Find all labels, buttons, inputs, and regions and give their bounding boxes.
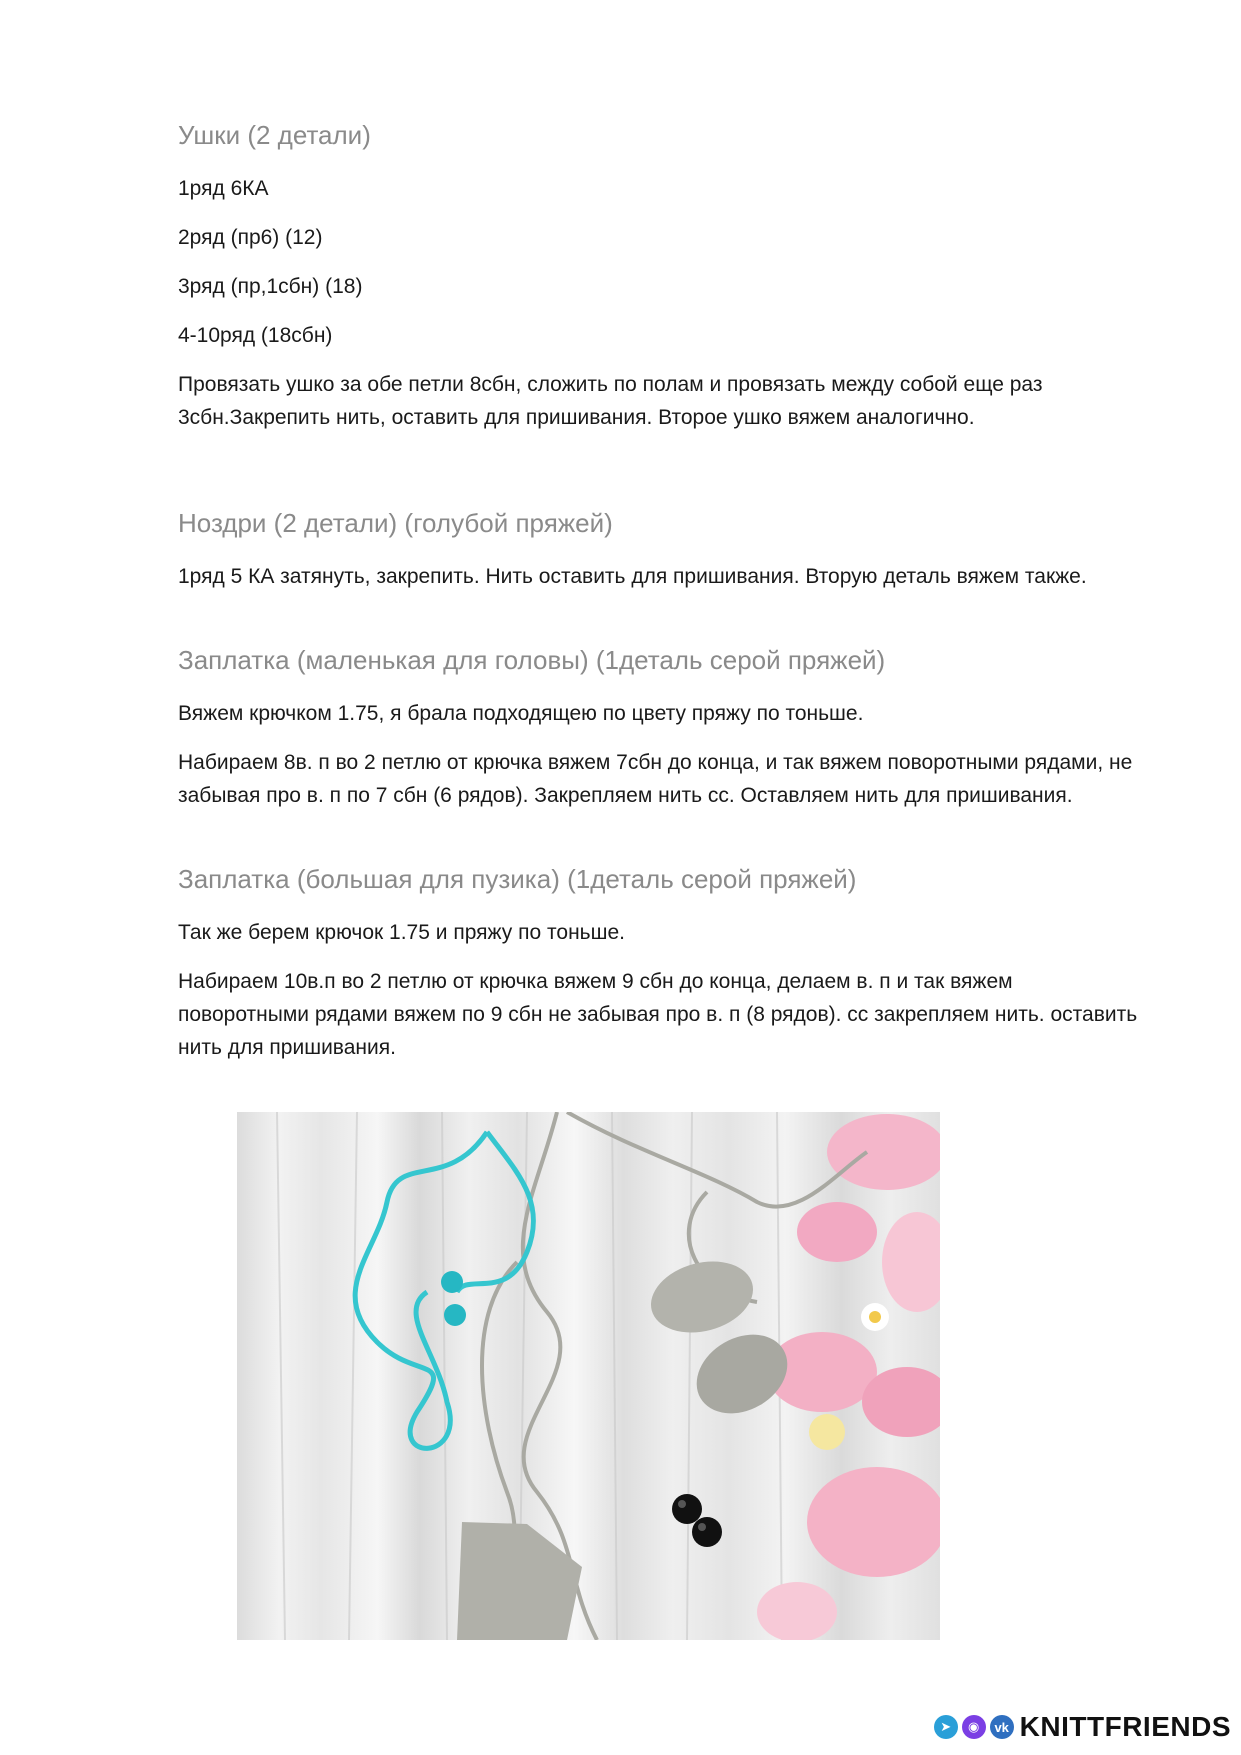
text-paragraph: Набираем 8в. п во 2 петлю от крючка вяжем 7сбн до конца, и так вяжем поворотными рядами, не забывая про в. п по 7 сбн (6 рядов). Закрепляем нить сс. Оставляем нить для пришивания. [178,751,1133,807]
section-heading-nostrils: Ноздри (2 детали) (голубой пряжей) [178,508,613,538]
text-line: 2ряд (пр6) (12) [178,226,323,249]
photo-illustration [237,1112,940,1640]
brand-name: KNITTFRIENDS [1019,1711,1231,1742]
text-line: 1ряд 6КА [178,177,269,200]
odnoklassniki-icon: ◉ [962,1715,986,1739]
text-line: 4-10ряд (18сбн) [178,324,333,347]
text-paragraph: Провязать ушко за обе петли 8сбн, сложить по полам и провязать между собой еще раз 3сбн.Закрепить нить, оставить для пришивания. Второе ушко вяжем аналогично. [178,373,1043,429]
text-line: Так же берем крючок 1.75 и пряжу по тоньше. [178,921,625,944]
text-paragraph: 1ряд 5 КА затянуть, закрепить. Нить оставить для пришивания. Вторую деталь вяжем также. [178,565,1087,588]
telegram-icon: ➤ [934,1715,958,1739]
text-paragraph: Набираем 10в.п во 2 петлю от крючка вяжем 9 сбн до конца, делаем в. п и так вяжем поворотными рядами вяжем по 9 сбн не забывая про в. п (8 рядов). сс закрепляем нить. оставить нить для пришивания. [178,970,1138,1059]
section-heading-ears: Ушки (2 детали) [178,120,371,150]
vk-icon: vk [990,1715,1014,1739]
section-heading-big-patch: Заплатка (большая для пузика) (1деталь серой пряжей) [178,864,857,894]
section-heading-small-patch: Заплатка (маленькая для головы) (1деталь серой пряжей) [178,645,886,675]
brand-footer [934,1711,1231,1743]
safety-eyes [672,1494,722,1547]
text-line: 3ряд (пр,1сбн) (18) [178,275,363,298]
knitted-parts-photo [237,1112,940,1640]
text-line: Вяжем крючком 1.75, я брала подходящею по цвету пряжу по тоньше. [178,702,864,725]
